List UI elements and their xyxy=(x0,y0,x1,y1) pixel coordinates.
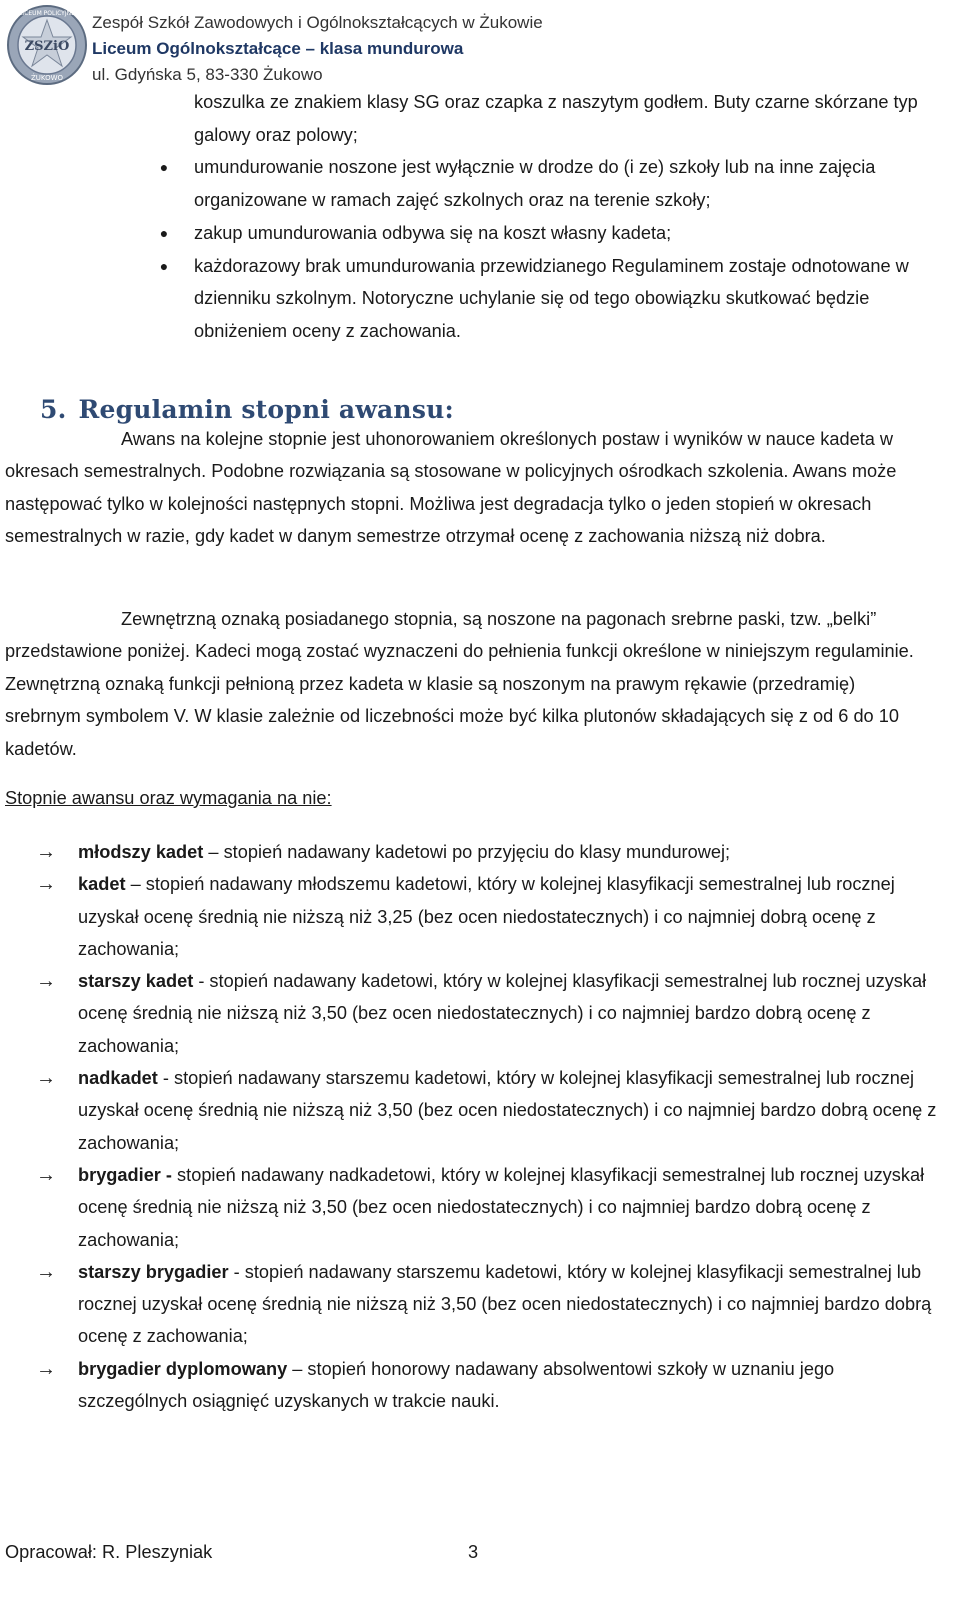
bullet-dot-icon: ● xyxy=(159,224,169,241)
right-arrow-icon: → xyxy=(36,970,56,993)
school-subtitle: Liceum Ogólnokształcące – klasa mundurowa xyxy=(92,39,464,58)
rank-description: - stopień nadawany starszemu kadetowi, który w kolejnej klasyfikacji semestralnej lub rocznej uzyskał ocenę średnią nie niższą niż 3,50 (bez ocen niedostatecznych) i co najmniej bardzo dobrą ocenę z zachowania; xyxy=(78,1261,932,1347)
list-item xyxy=(159,250,934,348)
rank-item xyxy=(36,1062,938,1159)
right-arrow-icon: → xyxy=(36,1260,56,1283)
rank-description: – stopień nadawany młodszemu kadetowi, który w kolejnej klasyfikacji semestralnej lub rocznej uzyskał ocenę średnią nie niższą niż 3,25 (bez ocen niedostatecznych) i co najmniej dobrą ocenę z zachowania; xyxy=(78,874,895,959)
rank-name: kadet xyxy=(78,874,126,895)
rank-item xyxy=(36,868,938,965)
rank-description: - stopień nadawany kadetowi, który w kolejnej klasyfikacji semestralnej lub rocznej uzyskał ocenę średnią nie niższą niż 3,50 (bez ocen niedostatecznych) i co najmniej bardzo dobrą ocenę z zachowania; xyxy=(78,971,927,1056)
rank-description: – stopień nadawany kadetowi po przyjęciu do klasy mundurowej; xyxy=(203,842,731,862)
right-arrow-icon: → xyxy=(36,841,56,863)
rank-item xyxy=(36,1353,938,1418)
list-item xyxy=(159,151,934,216)
ranks-list xyxy=(36,836,938,1417)
uniform-bullet-list xyxy=(159,151,934,347)
rank-item xyxy=(36,836,938,868)
bullet-dot-icon: ● xyxy=(159,257,169,274)
right-arrow-icon: → xyxy=(36,1067,56,1090)
footer-author: Opracował: R. Pleszyniak xyxy=(5,1542,213,1562)
page-footer xyxy=(5,1538,525,1566)
logo-bottom-text: ŻUKOWO xyxy=(30,74,64,82)
header-text xyxy=(92,10,543,88)
rank-name: starszy brygadier xyxy=(78,1261,229,1282)
school-address: ul. Gdyńska 5, 83-330 Żukowo xyxy=(92,65,323,84)
list-item-text: umundurowanie noszone jest wyłącznie w drodze do (i ze) szkoły lub na inne zajęcia organizowane w ramach zajęć szkolnych oraz na terenie szkoły; xyxy=(194,157,876,211)
rank-name: nadkadet xyxy=(78,1068,158,1089)
rank-description: stopień nadawany nadkadetowi, który w kolejnej klasyfikacji semestralnej lub rocznej uzyskał ocenę średnią nie niższą niż 3,50 (bez ocen niedostatecznych) i co najmniej bardzo dobrą ocenę z zachowania; xyxy=(78,1164,925,1250)
logo-center-text: ZSZiO xyxy=(24,39,70,54)
bullet-dot-icon: ● xyxy=(159,159,169,176)
rank-name: brygadier dyplomowany xyxy=(78,1358,288,1379)
page-header xyxy=(0,0,960,86)
school-logo xyxy=(6,4,88,86)
rank-item xyxy=(36,1159,938,1256)
school-name: Zespół Szkół Zawodowych i Ogólnokształcących w Żukowie xyxy=(92,13,543,32)
right-arrow-icon: → xyxy=(36,873,56,896)
section-number: 5. xyxy=(40,395,67,424)
ranks-heading: Stopnie awansu oraz wymagania na nie: xyxy=(5,788,332,808)
rank-item xyxy=(36,1256,938,1353)
rank-name: młodszy kadet xyxy=(78,842,204,862)
list-item xyxy=(159,217,934,250)
rank-description: - stopień nadawany starszemu kadetowi, który w kolejnej klasyfikacji semestralnej lub rocznej uzyskał ocenę średnią nie niższą niż 3,50 (bez ocen niedostatecznych) i co najmniej bardzo dobrą ocenę z zachowania; xyxy=(78,1068,937,1153)
uniform-continuation: koszulka ze znakiem klasy SG oraz czapka z naszytym godłem. Buty czarne skórzane typ galowy oraz polowy; xyxy=(194,92,918,145)
rank-name: brygadier - xyxy=(78,1164,172,1185)
rank-name: starszy kadet xyxy=(78,971,194,992)
right-arrow-icon: → xyxy=(36,1163,56,1186)
rank-description: – stopień honorowy nadawany absolwentowi szkoły w uznaniu jego szczególnych osiągnięć uzyskanych w trakcie nauki. xyxy=(78,1358,835,1412)
page-number: 3 xyxy=(468,1542,479,1562)
logo-top-text: LICEUM POLICYJNE xyxy=(19,10,75,17)
uniform-rules xyxy=(159,86,934,348)
paragraph-insignia: Zewnętrzną oznaką posiadanego stopnia, są noszone na pagonach srebrne paski, tzw. „belki” przedstawione poniżej. Kadeci mogą zostać wyznaczeni do pełnienia funkcji określone w niniejszym regulaminie. Zewnętrzną oznaką funkcji pełnioną przez kadeta w klasie są noszonym na prawym rękawie (przedramię) srebrnym symbolem V. W klasie zależnie od liczebności może być kilka plutonów składających się z od 6 do 10 kadetów. xyxy=(5,609,914,759)
list-item-text: zakup umundurowania odbywa się na koszt własny kadeta; xyxy=(194,222,672,243)
right-arrow-icon: → xyxy=(36,1357,56,1380)
section-title: Regulamin stopni awansu: xyxy=(78,395,454,424)
rank-item xyxy=(36,965,938,1062)
paragraph-promotion: Awans na kolejne stopnie jest uhonorowaniem określonych postaw i wyników w nauce kadeta w okresach semestralnych. Podobne rozwiązania są stosowane w policyjnych ośrodkach szkolenia. Awans może następować tylko w kolejności następnych stopni. Możliwa jest degradacja tylko o jeden stopień w okresach semestralnych w razie, gdy kadet w danym semestrze otrzymał ocenę z zachowania niższą niż dobra. xyxy=(5,429,897,547)
list-item-text: każdorazowy brak umundurowania przewidzianego Regulaminem zostaje odnotowane w dzienniku szkolnym. Notoryczne uchylanie się od tego obowiązku skutkować będzie obniżeniem oceny z zachowania. xyxy=(194,255,909,341)
